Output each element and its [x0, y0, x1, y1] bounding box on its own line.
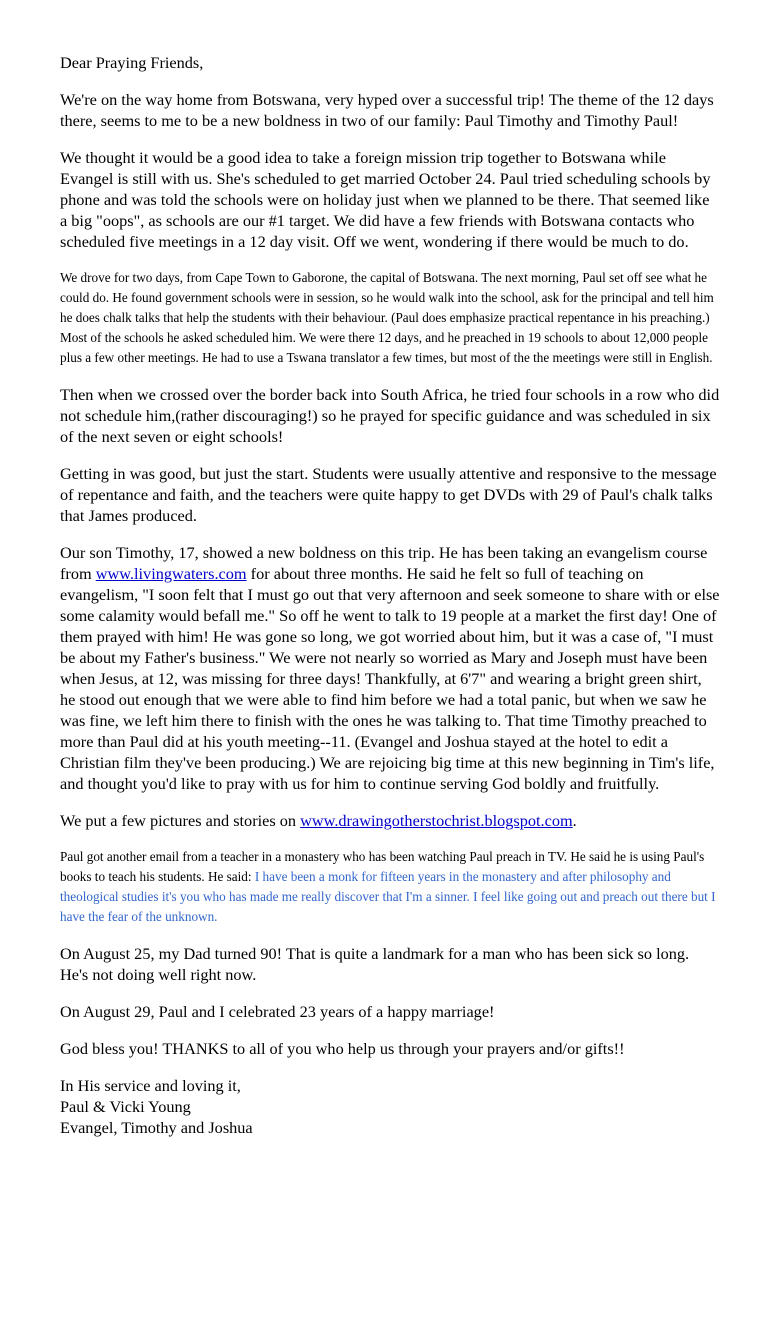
paragraph-trip-plan: We thought it would be a good idea to take a foreign mission trip together to Botswana while Evangel is still with us. She's scheduled to get married October 24. Paul tried scheduling schools by phone and was told the schools were on holiday just when we planned to be there. That seemed like a big "oops", as schools are our #1 target. We did have a few friends with Botswana contacts who scheduled five meetings in a 12 day visit. Off we went, wondering if there would be much to do.	[60, 148, 711, 251]
paragraph-dad: On August 25, my Dad turned 90! That is quite a landmark for a man who has been sick so long. He's not doing well right now.	[60, 944, 690, 984]
paragraph-south-africa: Then when we crossed over the border back into South Africa, he tried four schools in a row who did not schedule him,(rather discouraging!) so he prayed for specific guidance and was scheduled in six of the next seven or eight schools!	[60, 385, 720, 446]
paragraph-anniversary: On August 29, Paul and I celebrated 23 years of a happy marriage!	[60, 1002, 495, 1021]
monk-quote: I have been a monk for fifteen years in the monastery and after philosophy and theological studies it's you who has made me really discover that I'm a sinner. I feel like going out and preach out there but I have the fear of the unknown.	[60, 869, 716, 924]
signature-block	[60, 1075, 720, 1138]
livingwaters-link[interactable]: www.livingwaters.com	[95, 564, 247, 583]
paragraph-timothy-text-1: Our son Timothy, 17, showed a new boldness on this trip. He has been taking an evangelism course from	[60, 543, 708, 583]
blog-link[interactable]: www.drawingotherstochrist.blogspot.com	[300, 811, 573, 830]
signature-names: Paul & Vicki Young	[60, 1097, 191, 1116]
paragraph-blog	[60, 810, 720, 831]
paragraph-timothy	[60, 542, 720, 794]
paragraph-students: Getting in was good, but just the start. Students were usually attentive and responsive to the message of repentance and faith, and the teachers were quite happy to get DVDs with 29 of Paul's chalk talks that James produced.	[60, 464, 717, 525]
paragraph-monastery-intro: Paul got another email from a teacher in a monastery who has been watching Paul preach in TV. He said he is using Paul's books to teach his students. He said:	[60, 849, 705, 884]
family-names: Evangel, Timothy and Joshua	[60, 1118, 253, 1137]
paragraph-botswana-schools: We drove for two days, from Cape Town to Gaborone, the capital of Botswana. The next morning, Paul set off see what he could do. He found government schools were in session, so he would walk into the school, ask for the principal and tell him he does chalk talks that help the students with their behaviour. (Paul does emphasize practical repentance in his preaching.) Most of the schools he asked scheduled him. We were there 12 days, and he preached in 19 schools to about 12,000 people plus a few other meetings. He had to use a Tswana translator a few times, but most of the the meetings were still in English.	[60, 270, 714, 365]
letter-body	[60, 52, 720, 1138]
paragraph-blog-text: We put a few pictures and stories on	[60, 811, 301, 830]
paragraph-intro: We're on the way home from Botswana, very hyped over a successful trip! The theme of the 12 days there, seems to me to be a new boldness in two of our family: Paul Timothy and Timothy Paul!	[60, 90, 714, 130]
paragraph-thanks: God bless you! THANKS to all of you who help us through your prayers and/or gifts!!	[60, 1039, 625, 1058]
paragraph-monastery	[60, 847, 720, 927]
paragraph-timothy-text-2: for about three months. He said he felt so full of teaching on evangelism, "I soon felt that I must go out that very afternoon and seek someone to share with or else some calamity would befall me." So off he went to talk to 19 people at a market the first day! One of them prayed with him! He was gone so long, we got worried about him, but it was a case of, "I must be about my Father's business." We were not nearly so worried as Mary and Joseph must have been when Jesus, at 12, was missing for three days! Thankfully, at 6'7" and wearing a bright green shirt, he stood out enough that we were able to find him before we had a total panic, but when we saw he was fine, we left him there to finish with the ones he was talking to. That time Timothy preached to more than Paul did at his youth meeting--11. (Evangel and Joshua stayed at the hotel to edit a Christian film they've been producing.) We are rejoicing big time at this new beginning in Tim's life, and thought you'd like to pray with us for him to continue serving God boldly and fruitfully.	[60, 564, 720, 793]
paragraph-blog-period: .	[572, 811, 577, 830]
closing-line: In His service and loving it,	[60, 1076, 241, 1095]
greeting: Dear Praying Friends,	[60, 53, 204, 72]
